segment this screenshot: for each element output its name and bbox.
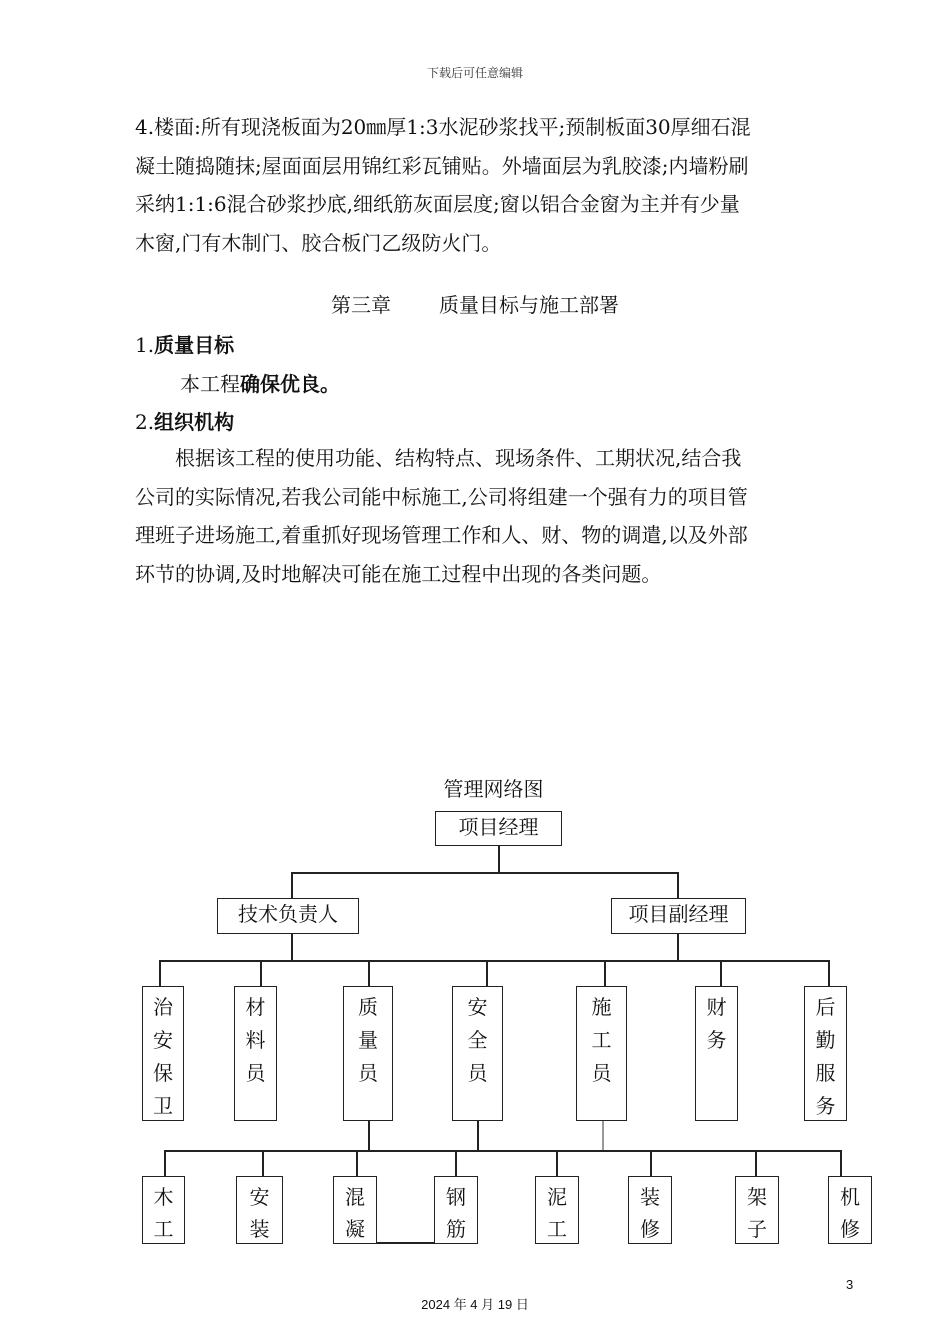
- section-number: 2.: [135, 410, 155, 434]
- text-line: 理班子进场施工,着重抓好现场管理工作和人、财、物的调遣,以及外部: [135, 523, 748, 547]
- text-line: 4.楼面:所有现浇板面为20㎜厚1:3水泥砂浆找平;预制板面30厚细石混: [135, 115, 751, 139]
- connector: [377, 1242, 434, 1244]
- connector: [840, 1150, 842, 1177]
- connector: [164, 1150, 166, 1177]
- node-decoration: [628, 1176, 672, 1244]
- node-char: 安: [153, 1028, 173, 1052]
- connector: [602, 1121, 604, 1151]
- node-char: 混: [345, 1185, 365, 1209]
- node-deputy-manager: 项目副经理: [611, 898, 746, 934]
- node-char: 凝: [345, 1217, 365, 1241]
- section-title: 质量目标: [154, 333, 235, 357]
- node-char: 修: [640, 1217, 660, 1241]
- section1-bold: 确保优良。: [240, 372, 340, 396]
- connector: [260, 960, 262, 987]
- node-materials: [234, 986, 277, 1121]
- node-logistics: [804, 986, 847, 1121]
- connector: [604, 960, 606, 987]
- connector: [677, 934, 679, 961]
- node-quality: [343, 986, 393, 1121]
- page-header: 下载后可任意编辑: [426, 66, 523, 80]
- connector: [356, 1150, 358, 1177]
- node-scaffolding: [735, 1176, 779, 1244]
- node-char: 子: [747, 1217, 767, 1241]
- node-char: 员: [245, 1061, 266, 1085]
- node-finance: [695, 986, 738, 1121]
- section1-text: [180, 368, 340, 397]
- connector: [291, 934, 293, 961]
- node-char: 安: [467, 995, 488, 1019]
- node-char: 财: [706, 995, 727, 1019]
- node-char: 筋: [446, 1217, 466, 1241]
- node-char: 员: [591, 1061, 612, 1085]
- node-char: 装: [249, 1217, 270, 1241]
- node-char: 治: [153, 995, 173, 1019]
- node-char: 卫: [153, 1094, 173, 1118]
- node-security: [142, 986, 184, 1121]
- node-char: 施: [591, 995, 612, 1019]
- footer-date: 2024 年 4 月 19 日: [421, 1297, 529, 1312]
- text-line: 根据该工程的使用功能、结构特点、现场条件、工期状况,结合我: [135, 446, 742, 470]
- connector: [486, 960, 488, 987]
- node-char: 保: [153, 1061, 173, 1085]
- node-char: 务: [815, 1094, 836, 1118]
- connector: [828, 960, 830, 987]
- node-installation: [236, 1176, 283, 1244]
- node-char: 安: [249, 1185, 270, 1209]
- chapter-number: 第三章: [331, 293, 391, 317]
- connector: [291, 872, 678, 874]
- node-char: 全: [467, 1028, 488, 1052]
- connector: [159, 960, 161, 987]
- section-heading-1: [135, 329, 234, 358]
- connector: [556, 1150, 558, 1177]
- node-concrete: [333, 1176, 377, 1244]
- connector: [720, 960, 722, 987]
- connector: [368, 1121, 370, 1151]
- text-line: 公司的实际情况,若我公司能中标施工,公司将组建一个强有力的项目管: [135, 484, 748, 509]
- text-line: 凝土随捣随抹;屋面面层用锦红彩瓦铺贴。外墙面层为乳胶漆;内墙粉刷: [135, 153, 749, 178]
- node-char: 钢: [446, 1185, 466, 1209]
- node-carpentry: [142, 1176, 185, 1244]
- node-char: 工: [547, 1217, 567, 1241]
- node-char: 泥: [547, 1185, 567, 1209]
- chapter-heading: [0, 289, 950, 318]
- node-char: 机: [840, 1185, 860, 1209]
- node-char: 务: [706, 1028, 727, 1052]
- node-char: 服: [815, 1061, 836, 1085]
- node-char: 后: [815, 995, 836, 1019]
- text-line: 采纳1:1:6混合砂浆抄底,细纸筋灰面层度;窗以铝合金窗为主并有少量: [135, 192, 740, 216]
- connector: [755, 1150, 757, 1177]
- node-char: 量: [358, 1028, 378, 1052]
- org-chart-title: 管理网络图: [443, 777, 544, 801]
- text-line: 木窗,门有木制门、胶合板门乙级防火门。: [135, 230, 502, 255]
- section-number: 1.: [135, 333, 155, 357]
- node-char: 木: [153, 1185, 174, 1209]
- node-safety: [452, 986, 503, 1121]
- node-machinery: [828, 1176, 872, 1244]
- node-char: 员: [467, 1061, 488, 1085]
- paragraph-floors: [135, 108, 855, 262]
- node-char: 勤: [815, 1028, 836, 1052]
- node-char: 修: [840, 1217, 860, 1241]
- node-char: 材: [245, 995, 266, 1019]
- connector: [677, 872, 679, 899]
- node-project-manager: 项目经理: [435, 811, 562, 846]
- section1-normal: 本工程: [180, 372, 240, 396]
- node-construction: [576, 986, 627, 1121]
- connector: [498, 846, 500, 873]
- node-char: 员: [358, 1061, 378, 1085]
- text-line: 环节的协调,及时地解决可能在施工过程中出现的各类问题。: [135, 561, 662, 586]
- chapter-title: 质量目标与施工部署: [439, 293, 619, 317]
- connector: [650, 1150, 652, 1177]
- node-char: 工: [153, 1217, 174, 1241]
- node-char: 质: [358, 995, 378, 1019]
- node-char: 装: [640, 1185, 660, 1209]
- node-char: 料: [245, 1028, 266, 1052]
- node-char: 工: [591, 1028, 612, 1052]
- connector: [164, 1150, 841, 1152]
- connector: [477, 1121, 479, 1151]
- connector: [262, 1150, 264, 1177]
- node-char: 架: [747, 1185, 767, 1209]
- section-heading-2: [135, 406, 234, 435]
- node-steel: [434, 1176, 478, 1244]
- node-technical-lead: 技术负责人: [217, 898, 359, 934]
- section-title: 组织机构: [154, 410, 235, 434]
- connector: [291, 872, 293, 899]
- node-masonry: [535, 1176, 579, 1244]
- page-number: 3: [846, 1277, 854, 1292]
- connector: [455, 1150, 457, 1177]
- connector: [368, 960, 370, 987]
- paragraph-organization: [135, 439, 855, 593]
